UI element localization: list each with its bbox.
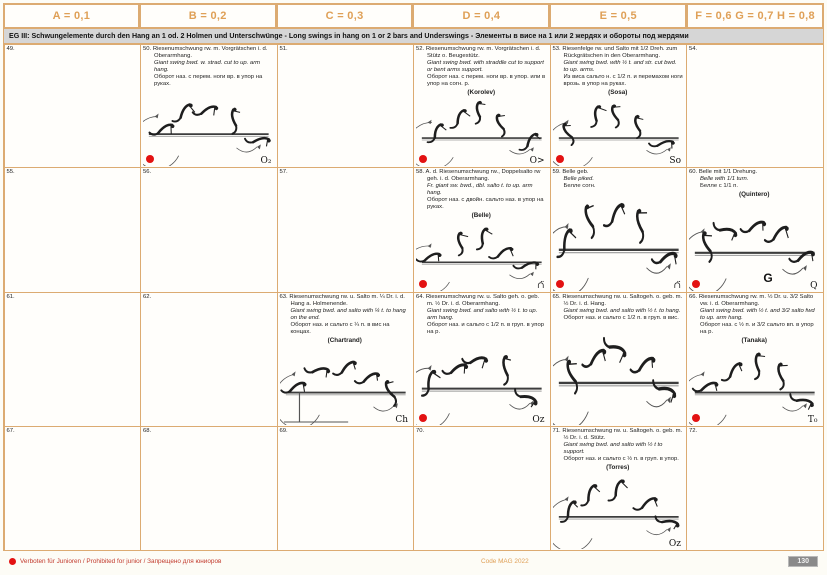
- element-number: 52.: [416, 45, 425, 52]
- element-number: 65.: [552, 293, 561, 300]
- element-number: 70.: [416, 427, 425, 434]
- element-name-label: (Chartrand): [327, 336, 362, 344]
- difficulty-value-c: C = 0,3: [276, 3, 414, 29]
- element-desc-de: Riesenfelge rw. und Salto mit 1/2 Dreh. zum Rückgrätschen in den Oberarmhang.: [562, 45, 678, 59]
- element-number: 59.: [552, 168, 561, 175]
- code-edition-label: Code MAG 2022: [481, 557, 529, 565]
- element-cell: [413, 44, 551, 168]
- gymnast-line-drawing: [553, 472, 684, 548]
- page-footer: [3, 554, 824, 568]
- element-desc-de-line: [416, 428, 547, 435]
- junior-forbidden-dot: [556, 155, 564, 163]
- element-desc-de-line: [553, 46, 684, 60]
- element-desc-de-line: [416, 294, 547, 308]
- junior-forbidden-dot: [556, 280, 564, 288]
- element-desc-en: Giant swing bwd. with ½ t. and str. cut bwd. to up. arms.: [563, 59, 677, 73]
- element-cell: [140, 426, 278, 551]
- element-number: 55.: [6, 168, 15, 175]
- element-desc-de: Riesenumschwung rw. m. Vorgrätschen i. d. Oberarmhang.: [152, 45, 268, 59]
- element-number: 56.: [143, 168, 152, 175]
- element-cell: [277, 426, 415, 551]
- difficulty-value-b: B = 0,2: [139, 3, 277, 29]
- difficulty-value-a: A = 0,1: [3, 3, 140, 29]
- element-desc-ru: Оборот наз. с двойн. сальто наз. в упор на руках.: [427, 196, 544, 210]
- junior-forbidden-note: Verboten für Junioren / Prohibited for junior / Запрещено для юниоров: [20, 557, 222, 565]
- element-name-label: (Korolev): [467, 88, 496, 96]
- element-figure: [553, 472, 684, 548]
- element-desc-en: Giant swing bwd. with ½ t. and 3/2 salto fwd to up. arm hang.: [700, 307, 815, 321]
- elements-grid: [3, 44, 824, 551]
- element-desc-ru: Оборот наз. и сальто с ½ п. в груп. в упор.: [563, 455, 679, 462]
- element-cell: [4, 167, 142, 293]
- element-figure: [689, 346, 820, 425]
- gymnast-line-drawing: [280, 346, 411, 425]
- element-desc-ru: Оборот наз. с ½ п. и 3/2 сальто вп. в упор на р.: [700, 321, 814, 335]
- element-desc-de-line: [7, 169, 138, 176]
- element-desc-de-line: [689, 294, 820, 308]
- element-number: 58.: [416, 168, 425, 175]
- element-desc-ru: Белле согн.: [563, 182, 596, 189]
- element-number: 49.: [6, 45, 15, 52]
- element-desc-de-line: [689, 428, 820, 435]
- element-desc-ru: Белле с 1/1 п.: [700, 182, 738, 189]
- element-cell: [686, 44, 824, 168]
- difficulty-header-row: [3, 3, 824, 29]
- code-of-points-page: [3, 3, 824, 568]
- element-number: 61.: [6, 293, 15, 300]
- element-number: 72.: [689, 427, 698, 434]
- element-desc-de-line: [7, 428, 138, 435]
- junior-forbidden-dot: [9, 558, 16, 565]
- element-name-label: (Quintero): [739, 190, 770, 198]
- element-figure: [416, 337, 547, 425]
- element-desc-de: Riesenumschwung rw. u. Saltogeh. o. geb. m. ½ Dr. i. d. Stütz.: [562, 427, 683, 441]
- element-desc-en: Giant swing bwd. and salto with ½ t. to hang.: [563, 307, 681, 314]
- notation-symbol: ∩̈: [536, 280, 545, 291]
- notation-symbol: Q: [810, 280, 818, 291]
- element-cell: [686, 426, 824, 551]
- element-cell: [277, 44, 415, 168]
- notation-symbol: Oz: [532, 414, 545, 425]
- element-cell: [686, 167, 824, 293]
- notation-symbol: O₂: [260, 155, 272, 166]
- element-desc-ru: Оборот наз. с перем. ноги вр. в упор. или в упор на согн. р.: [427, 73, 546, 87]
- element-desc-de: Riesenumschwung rw. u. Salto geh. o. geb. m. ½ Dr. i. d. Oberarmhang.: [425, 293, 540, 307]
- element-desc-de-line: [553, 169, 684, 176]
- element-desc-de: Belle geb.: [562, 168, 589, 175]
- element-number: 66.: [689, 293, 698, 300]
- element-figure: [416, 98, 547, 166]
- gymnast-line-drawing: [416, 221, 547, 291]
- element-desc-de: Riesenumschwung rw. u. Saltogeh. o. geb. m. ½ Dr. i. d. Hang.: [562, 293, 683, 307]
- element-cell: [277, 167, 415, 293]
- element-desc-de-line: [143, 294, 274, 301]
- element-cell: [686, 292, 824, 427]
- element-desc-ru: Оборот наз. с перем. ноги вр. в упор на руках.: [154, 73, 263, 87]
- element-desc-de: Riesenumschwung rw. m. Vorgrätschen i. d. Stütz o. Beugestütz.: [425, 45, 541, 59]
- element-desc-de: A. d. Riesenumschwung rw., Doppelsalto rw geh. i. d. Oberarmhang.: [425, 168, 541, 182]
- notation-symbol: Oz: [668, 538, 681, 549]
- element-cell: [4, 292, 142, 427]
- element-desc-de-line: [143, 428, 274, 435]
- element-desc-en: Giant swing bwd. w. strad. cut to up. arm hang.: [154, 59, 261, 73]
- junior-forbidden-dot: [692, 414, 700, 422]
- figure-g-label: G: [763, 271, 773, 286]
- difficulty-value-d: D = 0,4: [412, 3, 550, 29]
- element-figure: [416, 221, 547, 291]
- junior-forbidden-dot: [146, 155, 154, 163]
- element-number: 57.: [279, 168, 288, 175]
- element-desc-de-line: [280, 428, 411, 435]
- element-number: 62.: [143, 293, 152, 300]
- notation-symbol: So: [669, 155, 681, 166]
- element-cell: [550, 44, 688, 168]
- element-cell: [413, 426, 551, 551]
- junior-forbidden-dot: [419, 280, 427, 288]
- gymnast-line-drawing: [553, 323, 684, 425]
- notation-symbol: T₀: [807, 414, 818, 425]
- element-desc-de-line: [416, 169, 547, 183]
- element-name-label: (Tanaka): [741, 336, 767, 344]
- element-desc-de-line: [280, 169, 411, 176]
- element-number: 63.: [279, 293, 288, 300]
- element-figure: [553, 323, 684, 425]
- element-number: 60.: [689, 168, 698, 175]
- element-name-label: (Torres): [606, 463, 630, 471]
- element-cell: [140, 167, 278, 293]
- gymnast-line-drawing: [553, 98, 684, 166]
- element-desc-de-line: [143, 169, 274, 176]
- junior-forbidden-dot: [419, 414, 427, 422]
- element-desc-de-line: [7, 294, 138, 301]
- element-desc-de-line: [689, 46, 820, 53]
- element-cell: [413, 292, 551, 427]
- gymnast-line-drawing: [416, 98, 547, 166]
- element-desc-en: Giant swing bwd. and salto with ¼ t. to hang on the end.: [290, 307, 406, 321]
- element-desc-de-line: [280, 294, 411, 308]
- element-desc-en: Belle with 1/1 turn.: [700, 175, 749, 182]
- element-desc-de-line: [553, 428, 684, 442]
- element-desc-de-line: [143, 46, 274, 60]
- element-desc-en: Giant swing bwd. with straddle cut to support or bent arms support.: [427, 59, 544, 73]
- element-figure: [143, 89, 274, 166]
- element-desc-ru: Оборот наз. и сальто с ¼ п. в вис на концах.: [290, 321, 390, 335]
- element-cell: [550, 167, 688, 293]
- element-figure: [280, 346, 411, 425]
- gymnast-line-drawing: [143, 89, 274, 166]
- element-cell: [277, 292, 415, 427]
- element-cell: [4, 44, 142, 168]
- element-figure: [553, 191, 684, 291]
- element-desc-en: Giant swing bwd. and salto with ½ t. to up. arm hang.: [427, 307, 538, 321]
- element-number: 54.: [689, 45, 698, 52]
- junior-forbidden-dot: [692, 280, 700, 288]
- element-cell: [550, 426, 688, 551]
- element-desc-en: Fr. giant sw. bwd., dbl. salto t. to up. arm hang.: [427, 182, 533, 196]
- element-cell: [550, 292, 688, 427]
- element-cell: [140, 292, 278, 427]
- element-number: 50.: [143, 45, 152, 52]
- element-desc-en: Giant swing bwd. and salto with ½ t to support.: [563, 441, 663, 455]
- element-number: 51.: [279, 45, 288, 52]
- element-desc-de-line: [280, 46, 411, 53]
- element-desc-de: Riesenumschwung rw. u. Salto m. ¼ Dr. i. d. Hang a. Holmenende.: [289, 293, 405, 307]
- element-desc-ru: Оборот наз. и сальто с 1/2 п. в груп. в вис.: [563, 314, 679, 321]
- notation-symbol: ∩̈: [673, 280, 681, 291]
- page-number: 130: [788, 556, 818, 567]
- element-desc-de: Belle mit 1/1 Drehung.: [698, 168, 758, 175]
- element-name-label: (Belle): [471, 211, 491, 219]
- element-figure: [553, 98, 684, 166]
- gymnast-line-drawing: [689, 346, 820, 425]
- element-desc-ru: Оборот наз. и сальто с 1/2 п. в груп. в упор на р.: [427, 321, 545, 335]
- notation-symbol: O>: [529, 155, 545, 166]
- element-desc-ru: Из виса сальто н. с 1/2 п. и перемахом ноги врозь. в упор на руках.: [563, 73, 683, 87]
- element-cell: [4, 426, 142, 551]
- element-number: 53.: [552, 45, 561, 52]
- difficulty-value-e: E = 0,5: [549, 3, 687, 29]
- element-desc-de: Riesenumschwung rw. m. ½ Dr. u. 3/2 Salto vw. i. d. Oberarmhang.: [698, 293, 814, 307]
- difficulty-value-fgh: F = 0,6 G = 0,7 H = 0,8: [686, 3, 824, 29]
- element-figure: [689, 199, 820, 290]
- element-name-label: (Sosa): [608, 88, 628, 96]
- element-number: 71.: [552, 427, 561, 434]
- element-desc-de-line: [416, 46, 547, 60]
- gymnast-line-drawing: [416, 337, 547, 425]
- element-number: 69.: [279, 427, 288, 434]
- element-desc-de-line: [689, 169, 820, 176]
- junior-forbidden-dot: [419, 155, 427, 163]
- element-cell: [413, 167, 551, 293]
- element-number: 64.: [416, 293, 425, 300]
- notation-symbol: Ch: [395, 414, 408, 425]
- element-desc-en: Belle piked.: [563, 175, 594, 182]
- gymnast-line-drawing: [689, 199, 820, 290]
- element-cell: [140, 44, 278, 168]
- element-desc-de-line: [7, 46, 138, 53]
- section-title: EG III: Schwungelemente durch den Hang an 1 od. 2 Holmen und Unterschwünge - Long swings in hang on 1 or 2 bars and Underswings - Элементы в висе на 1 или 2 жердях и обороты под жердями: [3, 29, 824, 44]
- element-desc-de-line: [553, 294, 684, 308]
- gymnast-line-drawing: [553, 191, 684, 291]
- element-number: 68.: [143, 427, 152, 434]
- element-number: 67.: [6, 427, 15, 434]
